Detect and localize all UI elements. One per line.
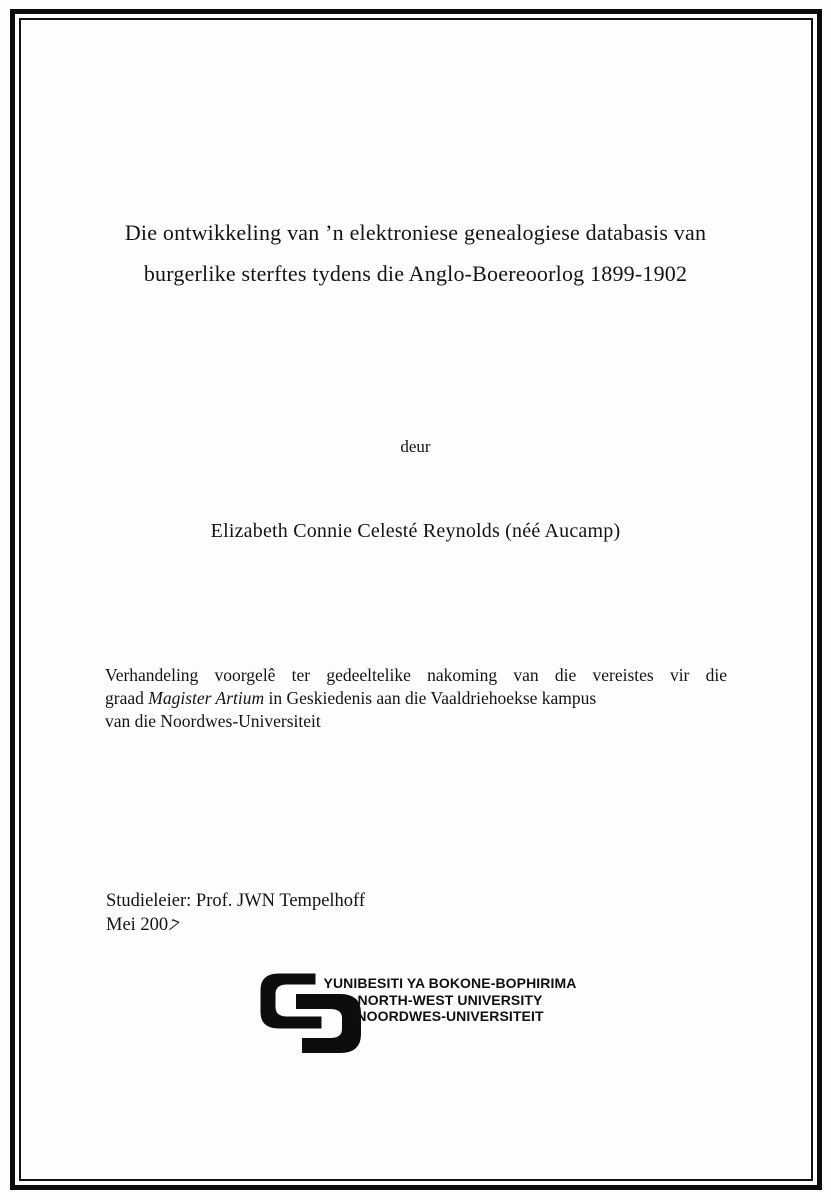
degree-statement-line-2-suffix: in Geskiedenis aan die Vaaldriehoekse kampus: [264, 688, 597, 708]
author-name: Elizabeth Connie Celesté Reynolds (néé Aucamp): [210, 520, 621, 542]
logo-text-english: NORTH-WEST UNIVERSITY: [357, 991, 543, 1008]
thesis-title-line-1: Die ontwikkeling van ’n elektroniese genealogiese databasis van: [124, 220, 707, 245]
logo-text-setswana: YUNIBESITI YA BOKONE-BOPHIRIMA: [323, 975, 577, 991]
date-prefix: Mei 200: [106, 915, 169, 935]
thesis-title: [0, 212, 831, 294]
degree-statement-line-2: [105, 687, 727, 710]
degree-name: Magister Artium: [148, 688, 265, 708]
university-logo-text: [320, 975, 580, 1025]
logo-text-afrikaans: NOORDWES-UNIVERSITEIT: [356, 1008, 544, 1024]
degree-statement: [105, 664, 727, 733]
thesis-title-line-2: burgerlike sterftes tydens die Anglo-Boereoorlog 1899-1902: [143, 261, 688, 286]
byline-label: deur: [400, 437, 431, 456]
date-last-digit: 7: [165, 916, 182, 937]
degree-statement-line-2-prefix: graad: [105, 688, 149, 708]
date-line: [106, 913, 365, 937]
supervisor-line: Studieleier: Prof. JWN Tempelhoff: [106, 891, 366, 911]
degree-statement-line-3: van die Noordwes-Universiteit: [105, 711, 321, 731]
university-logo: [258, 971, 588, 1053]
supervisor-block: [106, 889, 365, 937]
degree-statement-line-1: Verhandeling voorgelê ter gedeeltelike nakoming van die vereistes vir die: [105, 665, 727, 685]
